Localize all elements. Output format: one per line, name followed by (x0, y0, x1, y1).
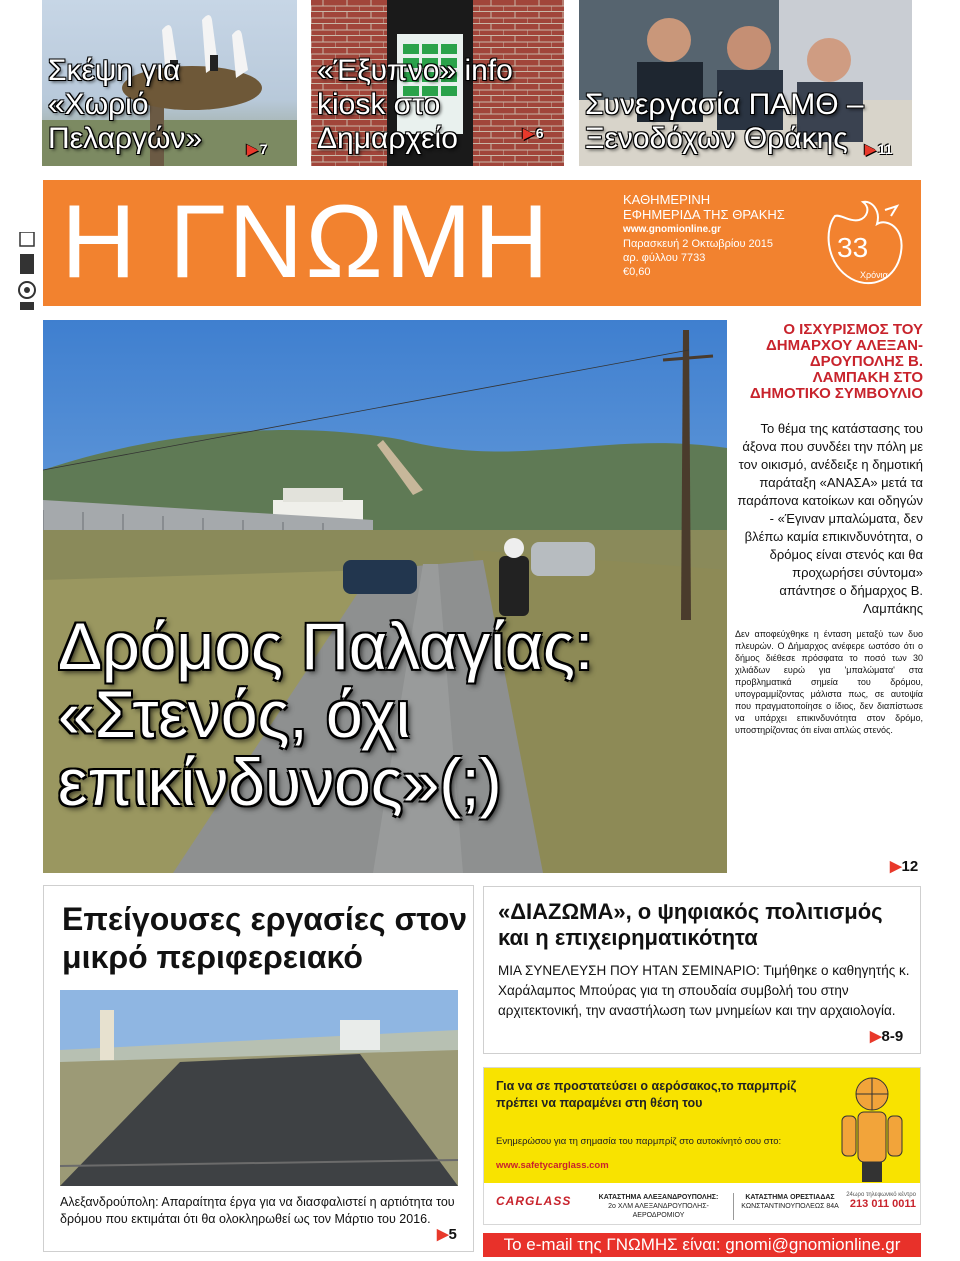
teaser-kiosk-page: ▶ 6 (523, 125, 544, 141)
lead-detail: Δεν αποφεύχθηκε η ένταση μεταξύ των δυο πλευρών. Ο Δήμαρχος ανέφερε ωστόσο ότι ο δήμος διέθεσε πρόσφατα το ποσό των 30 χιλιάδων ευρώ για 'μπαλώματα' στα προβληματικά σημεία του δρόμου, υπογραμμίζοντας μάλιστα πως, σε αυτοψία που πραγματοποίησε ο ίδιος, δεν διαπίστωσε να υπάρχει επικινδυνότητα στον δρόμο, υποστηρίζοντας ότι είναι απλώς στενός. (735, 629, 923, 735)
side-marks (16, 232, 38, 312)
teaser-storks-title: Σκέψη για «Χωριό Πελαργών» (48, 54, 203, 155)
lead-page-ref[interactable]: ▶12 (890, 858, 919, 875)
story-diazoma-page-ref[interactable]: ▶8-9 (870, 1028, 904, 1045)
arrow-icon: ▶ (890, 858, 902, 875)
issue-price: €0,60 (623, 266, 651, 278)
advert-phone[interactable] (844, 1192, 916, 1210)
advert-subline: Ενημερώσου για τη σημασία του παρμπρίζ στο αυτοκίνητό σου στο: (496, 1136, 782, 1147)
advert-headline: Για να σε προστατεύσει ο αερόσακος,το παρμπρίζ πρέπει να παραμένει στη θέση του (496, 1079, 797, 1110)
story-diazoma-summary: ΜΙΑ ΣΥΝΕΛΕΥΣΗ ΠΟΥ ΗΤΑΝ ΣΕΜΙΝΑΡΙΟ: Τιμήθηκε ο καθηγητής κ. Χαράλαμπος Μπούρας για τη σπουδαία συμβολή του στην αρχιτεκτονική, την αναστήλωση των μνημείων και την αρχαιολογία. (498, 963, 910, 1018)
website-link[interactable]: www.gnomionline.gr (623, 224, 721, 235)
masthead (43, 180, 921, 306)
store-alexandroupoli-address: 2ο ΧΛΜ ΑΛΕΞΑΝΔΡΟΥΠΟΛΗΣ-ΑΕΡΟΔΡΟΜΙΟΥ (608, 1203, 709, 1219)
email-bar[interactable]: Το e-mail της ΓΝΩΜΗΣ είναι: gnomi@gnomionline.gr (483, 1233, 921, 1257)
anniversary-label: Χρόνια (860, 270, 888, 280)
advert-phone-number: 213 011 0011 (849, 1198, 916, 1210)
story-diazoma (483, 886, 921, 1054)
story-ring-road-headline[interactable]: Επείγουσες εργασίες στον μικρό περιφερειακό (62, 901, 468, 975)
store-orestiada (740, 1193, 840, 1211)
arrow-icon: ▶ (870, 1028, 882, 1045)
new-road-image (60, 990, 458, 1186)
story-ring-road-caption: Αλεξανδρούπολη: Απαραίτητα έργα για να διασφαλιστεί η αρτιότητα του δρόμου που εκτιμάται ότι θα ολοκληρωθεί ως τον Μάρτιο του 2016. (60, 1195, 455, 1226)
issue-date: Παρασκευή 2 Οκτωβρίου 2015 (623, 238, 773, 250)
store-alexandroupoli (584, 1193, 734, 1220)
anniversary-number: 33 (837, 232, 869, 263)
lead-summary: Το θέμα της κατάστασης του άξονα που συνδέει την πόλη με τον οικισμό, ανέδειξε η δημοτική παράταξη «ΑΝΑΣΑ» μετά τα παράπονα κατοίκων και οδηγών - «Έγιναν μπαλώματα, δεν βλέπω καμία επικινδυνότητα, ο δρόμος είναι στενός και θα προχωρήσει σύντομα» απάντησε ο δήμαρχος Β. Λαμπάκης (737, 421, 923, 616)
issue-number: αρ. φύλλου 7733 (623, 252, 706, 264)
anniversary-badge (815, 188, 907, 296)
store-orestiada-name: ΚΑΤΑΣΤΗΜΑ ΟΡΕΣΤΙΑΔΑΣ (745, 1194, 835, 1201)
teaser-meeting-title: Συνεργασία ΠΑΜΘ – Ξενοδόχων Θράκης (585, 88, 864, 155)
tagline-line-1: ΚΑΘΗΜΕΡΙΝΗ (623, 192, 711, 207)
advert-url[interactable]: www.safetycarglass.com (496, 1160, 609, 1171)
teaser-kiosk-title: «Έξυπνο» info kiosk στο Δημαρχείο (317, 54, 513, 155)
teaser-storks-page: ▶ 7 (247, 141, 268, 157)
teaser-storks[interactable] (42, 0, 297, 166)
teaser-kiosk[interactable] (311, 0, 564, 166)
arrow-icon: ▶ (437, 1226, 449, 1243)
teaser-meeting[interactable] (579, 0, 912, 166)
lead-kicker: Ο ΙΣΧΥΡΙΣΜΟΣ ΤΟΥ ΔΗΜΑΡΧΟΥ ΑΛΕΞΑΝ-ΔΡΟΥΠΟΛΗΣ Β. ΛΑΜΠΑΚΗ ΣΤΟ ΔΗΜΟΤΙΚΟ ΣΥΜΒΟΥΛΙΟ (749, 321, 923, 402)
crash-dummy-icon (828, 1072, 916, 1182)
newspaper-title[interactable]: Η ΓΝΩΜΗ (61, 184, 551, 300)
store-alexandroupoli-name: ΚΑΤΑΣΤΗΜΑ ΑΛΕΞΑΝΔΡΟΥΠΟΛΗΣ: (598, 1194, 719, 1201)
lead-sidebar (735, 322, 923, 736)
lead-headline[interactable]: Δρόμος Παλαγίας: «Στενός, όχι επικίνδυνος»(;) (58, 609, 594, 819)
teaser-meeting-page: ▶ 11 (865, 141, 893, 157)
story-ring-road (43, 885, 474, 1252)
story-diazoma-headline[interactable]: «ΔΙΑΖΩΜΑ», ο ψηφιακός πολιτισμός και η επιχειρηματικότητα (498, 899, 883, 950)
carglass-logo: CARGLASS (496, 1194, 572, 1208)
tagline-line-2: ΕΦΗΜΕΡΙΔΑ ΤΗΣ ΘΡΑΚΗΣ (623, 207, 785, 222)
masthead-info (623, 192, 785, 279)
carglass-advert[interactable] (483, 1067, 921, 1225)
story-ring-road-photo[interactable] (60, 990, 458, 1186)
story-ring-road-page-ref[interactable]: ▶5 (437, 1226, 457, 1243)
store-orestiada-address: ΚΩΝΣΤΑΝΤΙΝΟΥΠΟΛΕΩΣ 84Α (741, 1203, 839, 1210)
advert-phone-note: 24ωρο τηλεφωνικό κέντρο (846, 1192, 916, 1198)
